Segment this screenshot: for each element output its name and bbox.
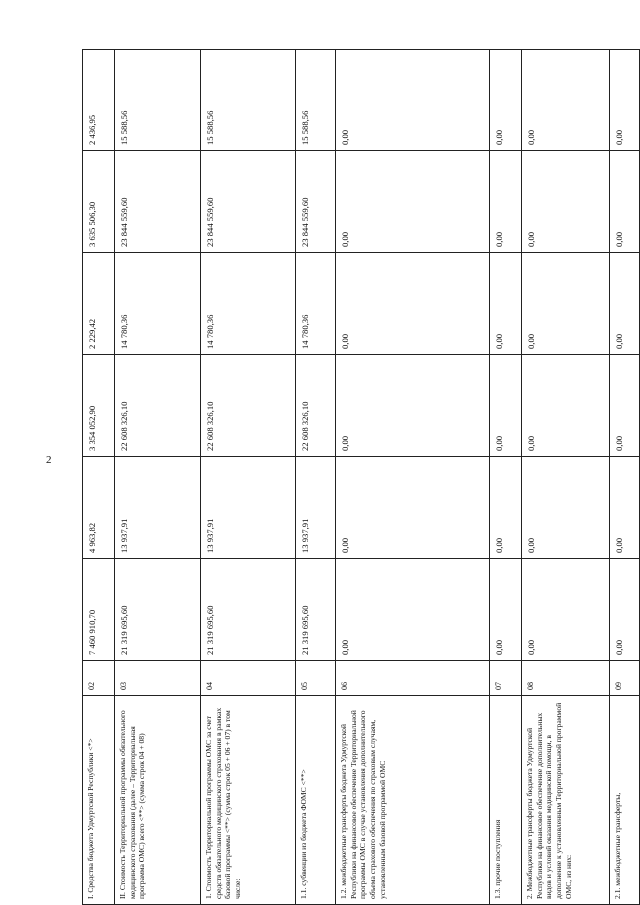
value-cell: 0,00	[336, 151, 490, 253]
table-row	[83, 50, 115, 905]
row-code-cell: 03	[115, 661, 201, 696]
value-cell: 0,00	[522, 50, 610, 151]
value-cell: 21 319 695,60	[201, 559, 296, 661]
value-cell: 0,00	[522, 457, 610, 559]
row-name-cell: I. Средства бюджета Удмуртской Республики <*>	[83, 696, 115, 905]
value-cell: 14 780,36	[296, 253, 336, 355]
value-cell: 15 588,56	[115, 50, 201, 151]
table-row	[201, 50, 296, 905]
row-code-cell: 02	[83, 661, 115, 696]
value-cell: 7 460 910,70	[83, 559, 115, 661]
table-row	[610, 50, 640, 905]
value-cell: 15 588,56	[201, 50, 296, 151]
table-row	[115, 50, 201, 905]
value-cell: 0,00	[490, 355, 522, 457]
table-row	[296, 50, 336, 905]
value-cell: 15 588,56	[296, 50, 336, 151]
value-cell: 0,00	[336, 355, 490, 457]
row-name-cell: 2.1. межбюджетные трансферты,	[610, 696, 640, 905]
value-cell: 23 844 559,60	[201, 151, 296, 253]
value-cell: 0,00	[490, 559, 522, 661]
value-cell: 0,00	[610, 50, 640, 151]
value-cell: 0,00	[522, 253, 610, 355]
value-cell: 2 229,42	[83, 253, 115, 355]
value-cell: 0,00	[336, 457, 490, 559]
value-cell: 21 319 695,60	[115, 559, 201, 661]
value-cell: 0,00	[490, 151, 522, 253]
value-cell: 0,00	[336, 253, 490, 355]
value-cell: 0,00	[490, 50, 522, 151]
value-cell: 0,00	[490, 253, 522, 355]
value-cell: 22 608 326,10	[296, 355, 336, 457]
value-cell: 0,00	[336, 50, 490, 151]
row-code-cell: 07	[490, 661, 522, 696]
financing-table	[82, 49, 640, 905]
value-cell: 13 937,91	[201, 457, 296, 559]
value-cell: 0,00	[610, 559, 640, 661]
value-cell: 14 780,36	[115, 253, 201, 355]
value-cell: 21 319 695,60	[296, 559, 336, 661]
row-name-cell: 1.3. прочие поступления	[490, 696, 522, 905]
rotated-table-container	[82, 50, 624, 905]
table-row	[336, 50, 490, 905]
value-cell: 0,00	[522, 559, 610, 661]
row-code-cell: 09	[610, 661, 640, 696]
value-cell: 2 436,95	[83, 50, 115, 151]
value-cell: 0,00	[610, 151, 640, 253]
value-cell: 0,00	[522, 355, 610, 457]
row-name-cell: 2. Межбюджетные трансферты бюджета Удмуртской Республики на финансовое обеспечение дополнительных видов и условий оказания медицинской помощи, в дополнение к установленным Территориальной программой ОМС, из них:	[522, 696, 610, 905]
value-cell: 22 608 326,10	[201, 355, 296, 457]
value-cell: 4 963,82	[83, 457, 115, 559]
value-cell: 23 844 559,60	[115, 151, 201, 253]
value-cell: 3 635 506,30	[83, 151, 115, 253]
row-code-cell: 08	[522, 661, 610, 696]
page-number: 2	[46, 454, 52, 466]
value-cell: 0,00	[610, 355, 640, 457]
value-cell: 22 608 326,10	[115, 355, 201, 457]
value-cell: 14 780,36	[201, 253, 296, 355]
value-cell: 0,00	[522, 151, 610, 253]
row-name-cell: II. Стоимость Территориальной программы обязательного медицинского страхования (далее – Территориальная программа ОМС) всего <**> (сумма строк 04 + 08)	[115, 696, 201, 905]
row-name-cell: 1. Стоимость Территориальной программы ОМС за счет средств обязательного медицинского страхования в рамках базовой программы <**> (сумма строк 05 + 06 + 07) в том числе:	[201, 696, 296, 905]
table-row	[490, 50, 522, 905]
table-row	[522, 50, 610, 905]
row-name-cell: 1.1. субвенции из бюджета ФОМС <**>	[296, 696, 336, 905]
row-code-cell: 06	[336, 661, 490, 696]
value-cell: 3 354 052,90	[83, 355, 115, 457]
row-code-cell: 04	[201, 661, 296, 696]
row-name-cell: 1.2. межбюджетные трансферты бюджета Удмуртской Республики на финансовое обеспечение Территориальной программы ОМС в случае установления дополнительного объема страхового обеспечения по страховым случаям, установленным базовой программой ОМС	[336, 696, 490, 905]
row-code-cell: 05	[296, 661, 336, 696]
value-cell: 13 937,91	[115, 457, 201, 559]
value-cell: 0,00	[336, 559, 490, 661]
value-cell: 0,00	[490, 457, 522, 559]
value-cell: 23 844 559,60	[296, 151, 336, 253]
value-cell: 0,00	[610, 457, 640, 559]
value-cell: 13 937,91	[296, 457, 336, 559]
value-cell: 0,00	[610, 253, 640, 355]
